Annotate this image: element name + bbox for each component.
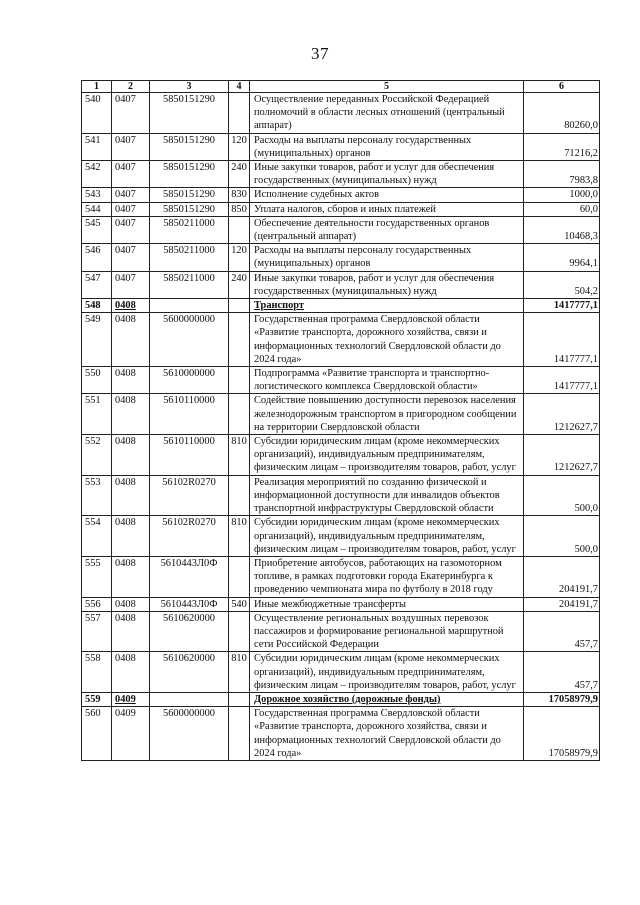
target-article-code: 5850211000 (150, 216, 229, 243)
target-article-code: 5600000000 (150, 707, 229, 761)
row-number: 547 (82, 271, 112, 298)
header-col-1: 1 (82, 81, 112, 93)
expense-type-code: 540 (229, 597, 250, 611)
target-article-code: 5850151290 (150, 188, 229, 202)
target-article-code: 5850151290 (150, 202, 229, 216)
target-article-code: 5610110000 (150, 435, 229, 476)
item-name: Расходы на выплаты персоналу государственных (муниципальных) органов (250, 244, 524, 271)
row-number: 558 (82, 652, 112, 693)
amount: 1212627,7 (524, 394, 600, 435)
item-name: Государственная программа Свердловской области «Развитие транспорта, дорожного хозяйства, связи и информационных технологий Свердловской области до 2024 года» (250, 313, 524, 367)
table-row (82, 394, 600, 435)
expense-type-code (229, 216, 250, 243)
table-row (82, 516, 600, 557)
section-code: 0407 (112, 188, 150, 202)
item-name: Субсидии юридическим лицам (кроме некоммерческих организаций), индивидуальным предпринимателям, физическим лицам – производителям товаров, работ, услуг (250, 435, 524, 476)
amount: 500,0 (524, 475, 600, 516)
table-row (82, 202, 600, 216)
section-code: 0407 (112, 244, 150, 271)
section-code: 0408 (112, 652, 150, 693)
amount: 457,7 (524, 611, 600, 652)
expense-type-code (229, 556, 250, 597)
target-article-code: 5850211000 (150, 271, 229, 298)
item-name: Уплата налогов, сборов и иных платежей (250, 202, 524, 216)
table-row (82, 133, 600, 160)
amount: 7983,8 (524, 161, 600, 188)
item-name: Расходы на выплаты персоналу государственных (муниципальных) органов (250, 133, 524, 160)
amount: 504,2 (524, 271, 600, 298)
expense-type-code: 120 (229, 133, 250, 160)
row-number: 554 (82, 516, 112, 557)
amount: 10468,3 (524, 216, 600, 243)
item-name: Приобретение автобусов, работающих на газомоторном топливе, в рамках подготовки города Екатеринбурга к проведению чемпионата мира по футболу в 2018 году (250, 556, 524, 597)
item-name: Обеспечение деятельности государственных органов (центральный аппарат) (250, 216, 524, 243)
expense-type-code: 810 (229, 516, 250, 557)
section-code: 0407 (112, 271, 150, 298)
table-row (82, 313, 600, 367)
row-number: 550 (82, 367, 112, 394)
table-row (82, 692, 600, 706)
section-code: 0407 (112, 133, 150, 160)
section-code: 0408 (112, 611, 150, 652)
section-code: 0408 (112, 597, 150, 611)
section-code: 0408 (112, 516, 150, 557)
item-name: Осуществление переданных Российской Федерацией полномочий в области лесных отношений (центральный аппарат) (250, 93, 524, 134)
budget-table (81, 80, 600, 761)
amount: 1212627,7 (524, 435, 600, 476)
table-row (82, 93, 600, 134)
target-article-code: 5600000000 (150, 313, 229, 367)
expense-type-code: 810 (229, 652, 250, 693)
table-row (82, 475, 600, 516)
table-row (82, 299, 600, 313)
amount: 1417777,1 (524, 367, 600, 394)
table-row (82, 188, 600, 202)
amount: 500,0 (524, 516, 600, 557)
expense-type-code (229, 707, 250, 761)
row-number: 542 (82, 161, 112, 188)
section-code: 0408 (112, 299, 150, 313)
row-number: 540 (82, 93, 112, 134)
amount: 1417777,1 (524, 313, 600, 367)
amount: 1417777,1 (524, 299, 600, 313)
table-row (82, 597, 600, 611)
expense-type-code (229, 611, 250, 652)
amount: 17058979,9 (524, 692, 600, 706)
table-row (82, 556, 600, 597)
page-number: 37 (311, 44, 329, 63)
target-article-code: 5610620000 (150, 652, 229, 693)
target-article-code: 56102R0270 (150, 475, 229, 516)
item-name: Субсидии юридическим лицам (кроме некоммерческих организаций), индивидуальным предпринимателям, физическим лицам – производителям товаров, работ, услуг (250, 516, 524, 557)
item-name: Дорожное хозяйство (дорожные фонды) (250, 692, 524, 706)
table-row (82, 216, 600, 243)
row-number: 557 (82, 611, 112, 652)
item-name: Иные межбюджетные трансферты (250, 597, 524, 611)
row-number: 559 (82, 692, 112, 706)
row-number: 552 (82, 435, 112, 476)
table-body (82, 93, 600, 761)
expense-type-code: 240 (229, 161, 250, 188)
row-number: 560 (82, 707, 112, 761)
section-code: 0407 (112, 93, 150, 134)
target-article-code (150, 692, 229, 706)
target-article-code: 5850151290 (150, 133, 229, 160)
header-col-5: 5 (250, 81, 524, 93)
row-number: 555 (82, 556, 112, 597)
target-article-code: 5610443Л0Ф (150, 597, 229, 611)
expense-type-code: 850 (229, 202, 250, 216)
item-name: Субсидии юридическим лицам (кроме некоммерческих организаций), индивидуальным предпринимателям, физическим лицам – производителям товаров, работ, услуг (250, 652, 524, 693)
target-article-code: 5850211000 (150, 244, 229, 271)
target-article-code: 5610443Л0Ф (150, 556, 229, 597)
row-number: 556 (82, 597, 112, 611)
expense-type-code (229, 394, 250, 435)
section-code: 0409 (112, 692, 150, 706)
amount: 204191,7 (524, 556, 600, 597)
table-row (82, 611, 600, 652)
amount: 1000,0 (524, 188, 600, 202)
table-row (82, 367, 600, 394)
expense-type-code: 240 (229, 271, 250, 298)
table-row (82, 707, 600, 761)
header-col-6: 6 (524, 81, 600, 93)
item-name: Транспорт (250, 299, 524, 313)
header-col-2: 2 (112, 81, 150, 93)
target-article-code (150, 299, 229, 313)
item-name: Осуществление региональных воздушных перевозок пассажиров и формирование региональной маршрутной сети Российской Федерации (250, 611, 524, 652)
section-code: 0407 (112, 216, 150, 243)
amount: 60,0 (524, 202, 600, 216)
target-article-code: 5850151290 (150, 161, 229, 188)
table-row (82, 244, 600, 271)
item-name: Государственная программа Свердловской области «Развитие транспорта, дорожного хозяйства, связи и информационных технологий Свердловской области до 2024 года» (250, 707, 524, 761)
expense-type-code (229, 692, 250, 706)
amount: 9964,1 (524, 244, 600, 271)
row-number: 549 (82, 313, 112, 367)
expense-type-code (229, 93, 250, 134)
table-header (82, 81, 600, 93)
section-code: 0408 (112, 435, 150, 476)
table-row (82, 435, 600, 476)
header-col-4: 4 (229, 81, 250, 93)
section-code: 0408 (112, 367, 150, 394)
target-article-code: 5610000000 (150, 367, 229, 394)
table-row (82, 652, 600, 693)
amount: 457,7 (524, 652, 600, 693)
row-number: 546 (82, 244, 112, 271)
expense-type-code (229, 299, 250, 313)
expense-type-code: 120 (229, 244, 250, 271)
item-name: Исполнение судебных актов (250, 188, 524, 202)
section-code: 0407 (112, 202, 150, 216)
item-name: Реализация мероприятий по созданию физической и информационной доступности для инвалидов объектов транспортной инфраструктуры Свердловской области (250, 475, 524, 516)
row-number: 543 (82, 188, 112, 202)
expense-type-code: 830 (229, 188, 250, 202)
target-article-code: 5850151290 (150, 93, 229, 134)
amount: 71216,2 (524, 133, 600, 160)
header-row (82, 81, 600, 93)
amount: 204191,7 (524, 597, 600, 611)
expense-type-code: 810 (229, 435, 250, 476)
section-code: 0407 (112, 161, 150, 188)
expense-type-code (229, 475, 250, 516)
item-name: Содействие повышению доступности перевозок населения железнодорожным транспортом в пригородном сообщении на территории Свердловской области (250, 394, 524, 435)
target-article-code: 5610110000 (150, 394, 229, 435)
expense-type-code (229, 313, 250, 367)
section-code: 0408 (112, 556, 150, 597)
table-row (82, 271, 600, 298)
row-number: 545 (82, 216, 112, 243)
item-name: Иные закупки товаров, работ и услуг для обеспечения государственных (муниципальных) нужд (250, 161, 524, 188)
expense-type-code (229, 367, 250, 394)
item-name: Подпрограмма «Развитие транспорта и транспортно-логистического комплекса Свердловской области» (250, 367, 524, 394)
header-col-3: 3 (150, 81, 229, 93)
table-row (82, 161, 600, 188)
row-number: 553 (82, 475, 112, 516)
row-number: 551 (82, 394, 112, 435)
target-article-code: 5610620000 (150, 611, 229, 652)
row-number: 544 (82, 202, 112, 216)
section-code: 0408 (112, 475, 150, 516)
section-code: 0408 (112, 313, 150, 367)
item-name: Иные закупки товаров, работ и услуг для обеспечения государственных (муниципальных) нужд (250, 271, 524, 298)
section-code: 0408 (112, 394, 150, 435)
row-number: 541 (82, 133, 112, 160)
section-code: 0409 (112, 707, 150, 761)
amount: 80260,0 (524, 93, 600, 134)
target-article-code: 56102R0270 (150, 516, 229, 557)
row-number: 548 (82, 299, 112, 313)
amount: 17058979,9 (524, 707, 600, 761)
